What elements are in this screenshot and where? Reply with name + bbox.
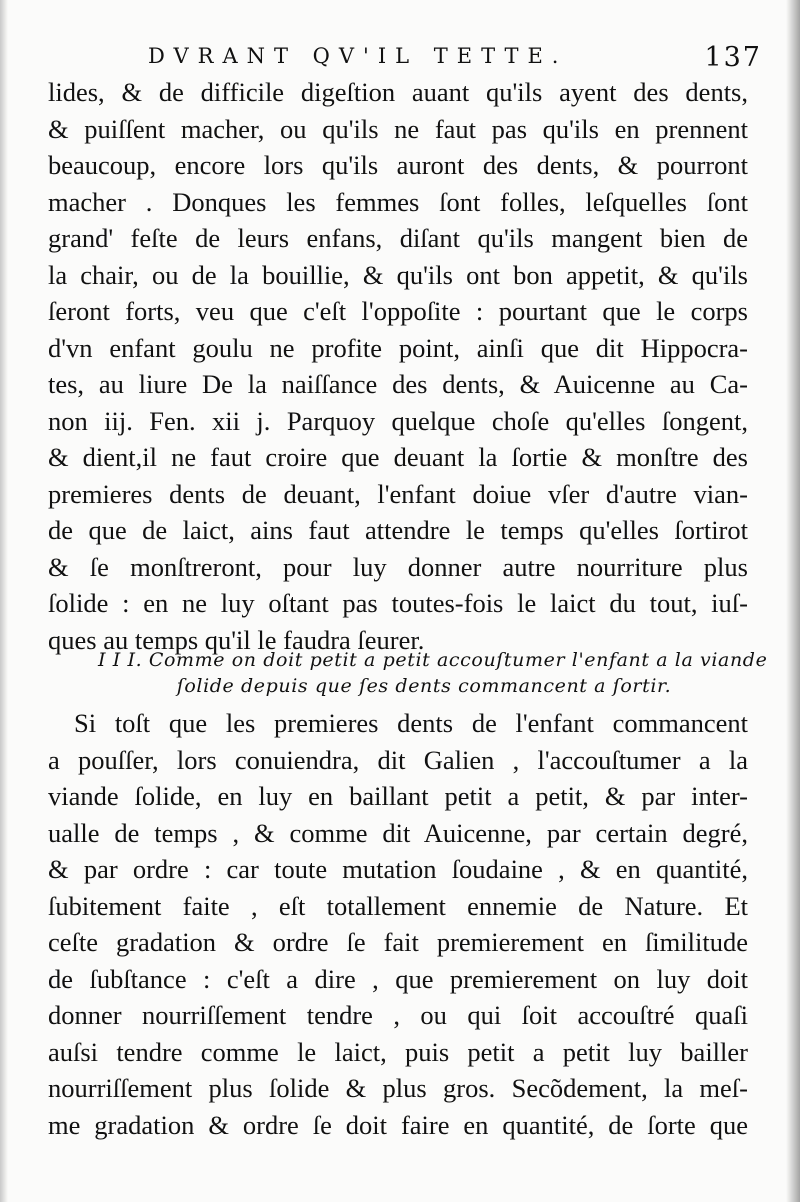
text-line: & dient,il ne faut croire que deuant la ſortie & monſtre des	[48, 442, 748, 472]
text-line: ſolide : en ne luy oſtant pas toutes-fois le laict du tout, iuſ-	[48, 588, 748, 618]
text-line: ceſte gradation & ordre ſe fait premierement en ſimilitude	[48, 927, 748, 957]
chapter-heading	[98, 648, 768, 700]
text-line: macher . Donques les femmes ſont folles, leſquelles ſont	[48, 186, 748, 217]
page-edge-shadow	[786, 0, 800, 1202]
text-line: auſsi tendre comme le laict, puis petit a petit luy bailler	[48, 1036, 748, 1067]
text-line: & par ordre : car toute mutation ſoudaine , & en quantité,	[48, 854, 748, 884]
text-line: ſeront forts, veu que c'eſt l'oppoſite : pourtant que le corps	[48, 296, 748, 326]
paragraph-2	[48, 705, 748, 1143]
chapter-heading-line: ſolide depuis que ſes dents commancent a ſortir.	[176, 675, 672, 697]
text-line: non iij. Fen. xii j. Parquoy quelque choſe qu'elles ſongent,	[48, 405, 748, 436]
text-line: Si toſt que les premieres dents de l'enfant commancent	[74, 708, 748, 738]
text-line: tes, au liure De la naiſſance des dents, & Auicenne au Ca-	[48, 369, 748, 399]
page-gutter-shadow	[0, 0, 8, 1202]
text-line: premieres dents de deuant, l'enfant doiue vſer d'autre vian-	[48, 478, 748, 509]
text-line: d'vn enfant goulu ne profite point, ainſi que dit Hippocra-	[48, 332, 748, 363]
text-line: de que de laict, ains faut attendre le temps qu'elles ſortirot	[48, 515, 748, 545]
text-line: & puiſſent macher, ou qu'ils ne faut pas qu'ils en prennent	[48, 113, 748, 144]
running-head	[148, 42, 768, 76]
text-line: a pouſſer, lors conuiendra, dit Galien , l'accouſtumer a la	[48, 744, 748, 775]
text-line: lides, & de difficile digeſtion auant qu'ils ayent des dents,	[48, 77, 748, 107]
paragraph-1	[48, 74, 748, 658]
text-line: ques au temps qu'il le faudra ſeurer.	[48, 624, 425, 655]
text-line: me gradation & ordre ſe doit faire en quantité, de ſorte que	[48, 1109, 748, 1140]
text-line: nourriſſement plus ſolide & plus gros. Secõdement, la meſ-	[48, 1073, 748, 1103]
text-line: & ſe monſtreront, pour luy donner autre nourriture plus	[48, 551, 748, 582]
text-line: ualle de temps , & comme dit Auicenne, par certain degré,	[48, 817, 748, 848]
text-line: ſubitement faite , eſt totallement ennemie de Nature. Et	[48, 890, 748, 921]
text-line: beaucoup, encore lors qu'ils auront des dents, & pourront	[48, 150, 748, 180]
page-number: 137	[704, 42, 762, 73]
text-line: grand' feſte de leurs enfans, diſant qu'ils mangent bien de	[48, 223, 748, 253]
text-line: donner nourriſſement tendre , ou qui ſoit accouſtré quaſi	[48, 1000, 748, 1030]
text-line: viande ſolide, en luy en baillant petit a petit, & par inter-	[48, 781, 748, 811]
text-line: de ſubſtance : c'eſt a dire , que premierement on luy doit	[48, 963, 748, 994]
chapter-heading-line: I I I. Comme on doit petit a petit accouſtumer l'enfant a la viande	[98, 649, 768, 671]
running-title: DVRANT QV'IL TETTE.	[148, 44, 568, 68]
text-line: la chair, ou de la bouillie, & qu'ils ont bon appetit, & qu'ils	[48, 259, 748, 290]
